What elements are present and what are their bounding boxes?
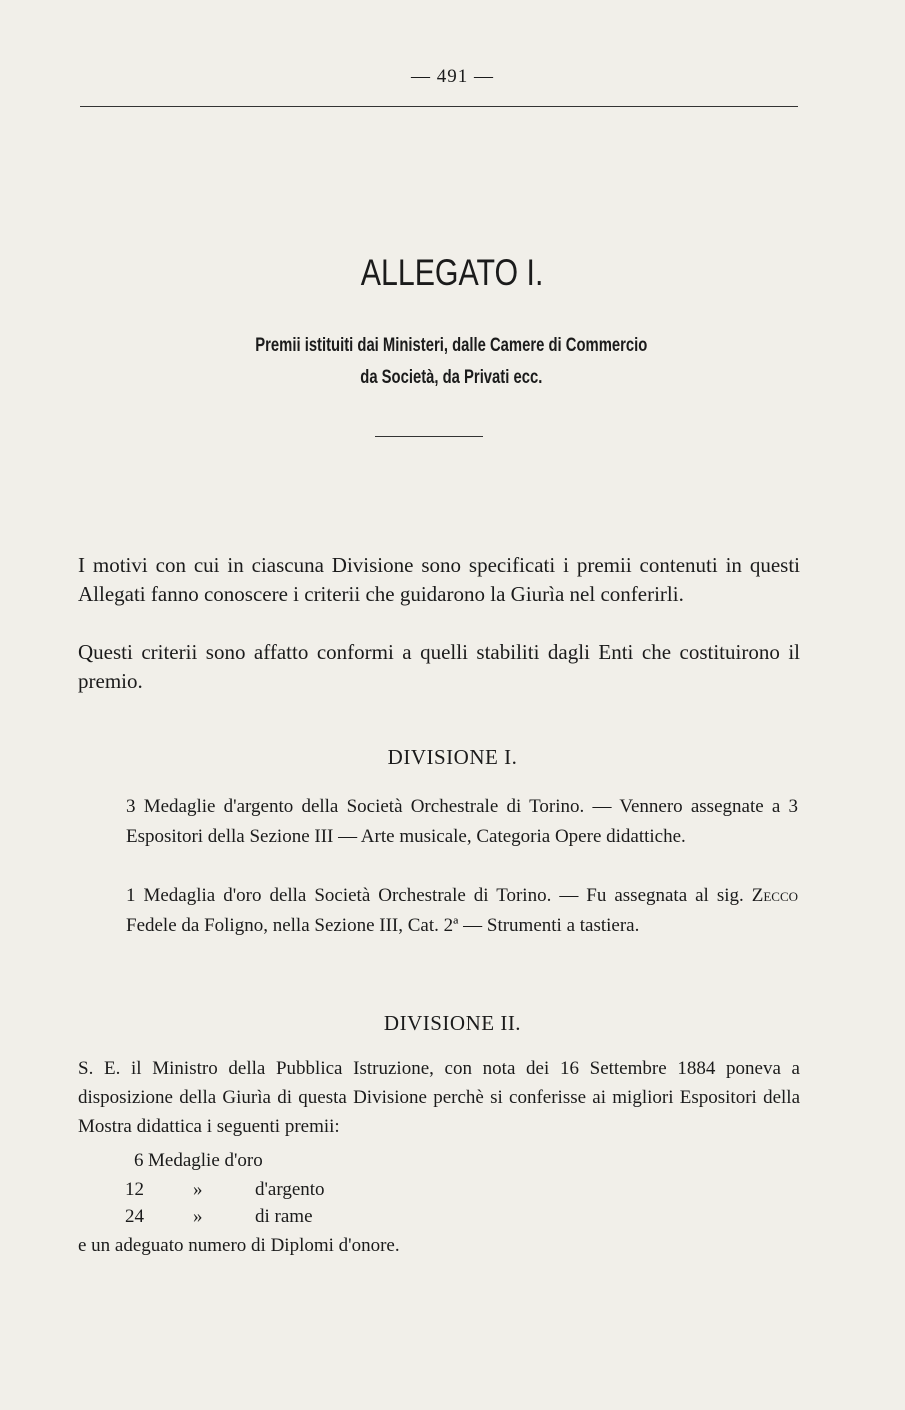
item-text-after: Fedele da Foligno, nella Sezione III, Cat. 2ª — Strumenti a tastiera.: [126, 915, 640, 936]
header-rule: [80, 106, 798, 107]
subtitle-line-1: Premii istituiti dai Ministeri, dalle Camere di Commercio: [255, 335, 648, 356]
exhibitor-name: Zecco: [751, 885, 799, 906]
prize-qty: 24: [125, 1206, 144, 1227]
division-1-heading: DIVISIONE I.: [387, 745, 518, 769]
prize-kind: d'argento: [255, 1179, 325, 1200]
prize-kind: Medaglie d'oro: [148, 1150, 263, 1171]
page-title: ALLEGATO I.: [360, 252, 544, 293]
division-2-paragraph: S. E. il Ministro della Pubblica Istruzione, con nota dei 16 Settembre 1884 poneva a disposizione della Giurìa di questa Divisione perchè si conferisse ai migliori Espositori della Mostra didattica i seguenti premii:: [78, 1058, 800, 1137]
section-rule: [375, 436, 483, 437]
division-1-item: [126, 792, 798, 852]
item-number: 1: [126, 885, 136, 906]
division-2-heading: DIVISIONE II.: [383, 1011, 522, 1035]
item-text: Medaglie d'argento della Società Orchestrale di Torino. — Vennero assegnate a 3 Espositori della Sezione III — Arte musicale, Categoria Opere didattiche.: [126, 796, 799, 847]
intro-paragraph-2: Questi criterii sono affatto conformi a quelli stabiliti dagli Enti che costituirono il premio.: [78, 640, 800, 693]
division-1-item: [126, 881, 798, 941]
prize-qty: 12: [125, 1179, 144, 1200]
item-number: 3: [126, 796, 136, 817]
prize-ditto: »: [193, 1206, 203, 1227]
subtitle-line-2: da Società, da Privati ecc.: [360, 367, 543, 388]
item-text-before: Medaglia d'oro della Società Orchestrale di Torino. — Fu assegnata al sig.: [143, 885, 752, 906]
closing-line: e un adeguato numero di Diplomi d'onore.: [78, 1235, 400, 1256]
intro-paragraph-1: I motivi con cui in ciascuna Divisione sono specificati i premii contenuti in questi Allegati fanno conoscere i criterii che guidarono la Giurìa nel conferirli.: [78, 553, 800, 606]
prize-qty: 6: [134, 1150, 144, 1171]
page-number: — 491 —: [411, 66, 494, 87]
prize-kind: di rame: [255, 1206, 313, 1227]
prize-ditto: »: [193, 1179, 203, 1200]
